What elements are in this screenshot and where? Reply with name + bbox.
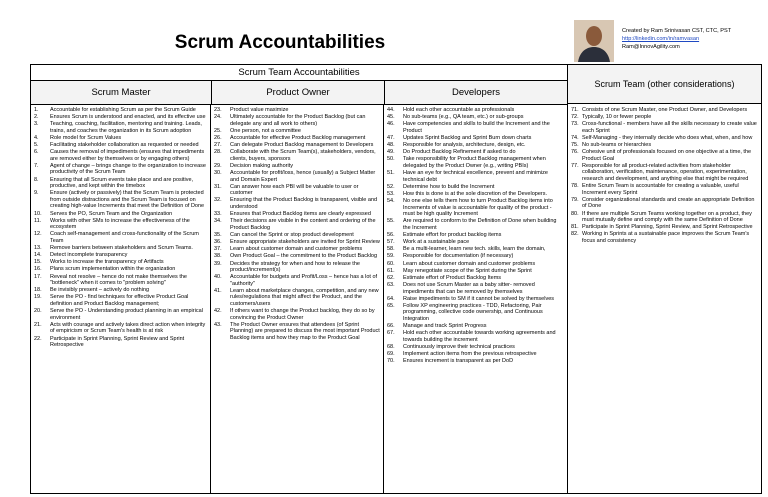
item-number: 34. (214, 218, 222, 225)
list-item (34, 231, 207, 244)
item-text: Consider organizational standards and create an appropriate Definition of Done (582, 196, 755, 210)
list-item (571, 121, 758, 134)
item-text: Cross-functional - members have all the skills necessary to create value each Sprint (582, 121, 757, 134)
list-item (34, 177, 207, 190)
item-number: 81. (571, 224, 579, 231)
product-owner-list (214, 107, 380, 341)
list-item (214, 232, 380, 239)
list-item (387, 198, 564, 218)
item-number: 9. (34, 190, 39, 197)
list-item (34, 121, 207, 134)
item-text: Can answer how each PBI will be valuable to user or customer (230, 183, 359, 197)
list-item (214, 128, 380, 135)
list-item (214, 184, 380, 197)
item-text: Entire Scrum Team is accountable for creating a valuable, useful Increment every Sprint (582, 183, 739, 196)
list-item (571, 107, 758, 114)
item-number: 79. (571, 196, 579, 203)
list-item (387, 239, 564, 246)
item-number: 50. (387, 156, 395, 163)
item-number: 47. (387, 134, 395, 141)
item-text: Decision making authority (230, 162, 293, 169)
item-text: Product value maximize (230, 107, 289, 113)
item-number: 72. (571, 114, 579, 121)
list-item (387, 114, 564, 121)
list-item (34, 294, 207, 307)
item-number: 41. (214, 287, 222, 294)
list-item (34, 218, 207, 231)
list-item (571, 183, 758, 196)
list-item (34, 114, 207, 121)
item-text: No sub-teams or hierarchies (582, 142, 652, 149)
list-item (387, 323, 564, 330)
item-number: 46. (387, 121, 395, 128)
list-item (571, 197, 758, 210)
scrum-master-header: Scrum Master (30, 80, 212, 105)
item-number: 78. (571, 183, 579, 190)
item-text: Self-Managing - they internally decide who does what, when, and how (582, 134, 753, 141)
list-item (34, 142, 207, 149)
accountabilities-table (30, 64, 762, 494)
item-number: 65. (387, 302, 395, 309)
item-text: Accountable for establishing Scrum as per the Scrum Guide (50, 107, 196, 113)
item-number: 1. (34, 107, 39, 113)
item-number: 64. (387, 295, 395, 302)
item-number: 63. (387, 281, 395, 288)
item-text: Own Product Goal – the commitment to the Product Backlog (230, 253, 378, 260)
group-header: Scrum Team Accountabilities (30, 64, 568, 81)
item-number: 24. (214, 114, 222, 121)
item-text: Cohesive unit of professionals focused on one objective at a time, the Product Goal (582, 149, 752, 162)
item-text: Ensuring that the Product Backlog is transparent, visible and understood (230, 197, 378, 210)
item-number: 71. (571, 107, 579, 113)
item-number: 2. (34, 114, 39, 121)
item-text: Do Product Backlog Refinement if asked to do (403, 149, 516, 156)
list-item (387, 330, 564, 343)
list-item (387, 107, 564, 114)
item-number: 26. (214, 134, 222, 141)
item-text: Hold each other accountable towards working agreements and towards building the increment (403, 330, 556, 343)
product-owner-header: Product Owner (211, 80, 385, 105)
item-text: Estimate effort of Product Backlog Items (403, 274, 502, 281)
item-text: Responsible for documentation (if necessary) (403, 253, 514, 260)
list-item (571, 224, 758, 231)
item-number: 3. (34, 121, 39, 128)
list-item (214, 274, 380, 287)
list-item (214, 253, 380, 260)
item-number: 17. (34, 273, 42, 280)
list-item (387, 135, 564, 142)
item-number: 28. (214, 149, 222, 156)
list-item (387, 246, 564, 253)
scrum-master-list (34, 107, 207, 349)
list-item (571, 142, 758, 149)
item-number: 12. (34, 231, 42, 238)
list-item (214, 211, 380, 218)
item-number: 4. (34, 134, 39, 141)
item-text: Accountable for profit/loss, hence (usually) a Subject Matter and Domain Expert (230, 170, 376, 183)
item-number: 19. (34, 294, 42, 301)
item-number: 10. (34, 210, 42, 217)
item-number: 73. (571, 121, 579, 128)
item-text: No one else tells them how to turn Product Backlog items into Increments of value is accountable for quality of the product - must be high quality Increment (403, 198, 553, 218)
item-text: Raise impediments to SM if it cannot be solved by themselves (403, 295, 555, 302)
list-item (34, 336, 207, 349)
page-title: Scrum Accountabilities (174, 32, 386, 53)
list-item (571, 114, 758, 121)
list-item (571, 163, 758, 183)
item-number: 53. (387, 190, 395, 197)
item-text: Serve the PO - find techniques for effective Product Goal definition and Product Backlog management; (50, 294, 189, 307)
item-text: Collaborate with the Scrum Team(s), stakeholders, vendors, clients, buyers, sponsors (230, 149, 376, 162)
list-item (214, 142, 380, 149)
item-text: Determine how to build the Increment (403, 183, 495, 190)
item-number: 51. (387, 170, 395, 177)
item-number: 82. (571, 231, 579, 238)
item-number: 66. (387, 323, 395, 330)
list-item (387, 351, 564, 358)
item-number: 7. (34, 162, 39, 169)
item-number: 61. (387, 267, 395, 274)
list-item (34, 266, 207, 273)
item-number: 22. (34, 335, 42, 342)
item-number: 37. (214, 246, 222, 253)
item-text: Learn about marketplace changes, competition, and any new rules/regulations that might affect the Product, and the customers/users (230, 287, 379, 307)
item-text: Ensuring that all Scrum events take place and are positive, productive, and kept within the timebox (50, 176, 194, 190)
list-item (214, 239, 380, 246)
item-text: Follow XP engineering practices - TDD, Refactoring, Pair programming, collective code ownership, and Continuous Integration (403, 302, 543, 322)
item-number: 58. (387, 246, 395, 253)
item-text: No sub-teams (e.g., QA team, etc.) or sub-groups (403, 114, 524, 121)
item-text: Estimate effort for product backlog items (403, 231, 502, 238)
item-text: Have an eye for technical excellence, prevent and minimize technical debt (403, 170, 548, 183)
item-text: Work at a sustainable pace (403, 239, 470, 246)
list-item (571, 211, 758, 224)
item-text: Ultimately accountable for the Product Backlog (but can delegate any and all work to others) (230, 114, 366, 127)
item-text: Agent of change – brings change to the organization to increase productivity of the Scrum Team (50, 162, 206, 176)
list-item (387, 303, 564, 323)
item-text: Continuously improve their technical practices (403, 343, 515, 350)
item-number: 75. (571, 142, 579, 149)
list-item (387, 121, 564, 134)
list-item (34, 149, 207, 162)
item-text: How this is done is at the sole discretion of the Developers. (403, 190, 547, 197)
list-item (214, 114, 380, 127)
list-item (34, 322, 207, 335)
item-text: The Product Owner ensures that attendees (of Sprint Planning) are prepared to discuss the most important Product Backlog items and how they map to the Product Goal (230, 321, 380, 341)
author-credits (622, 27, 731, 51)
item-number: 25. (214, 127, 222, 134)
list-item (34, 274, 207, 287)
item-number: 60. (387, 260, 395, 267)
list-item (571, 149, 758, 162)
list-item (387, 218, 564, 231)
item-number: 74. (571, 134, 579, 141)
item-text: Responsible for all product-related activities from stakeholder collaboration, verification, maintenance, operation, experimentation, research and development, and anything else that might be required (582, 162, 749, 183)
item-number: 30. (214, 170, 222, 177)
list-item (34, 245, 207, 252)
item-text: Decides the strategy for when and how to release the product/increment(s) (230, 260, 360, 274)
credits-name: Created by Ram Srinivasan CST, CTC, PST (622, 28, 732, 34)
list-item (34, 259, 207, 266)
item-number: 56. (387, 231, 395, 238)
list-item (34, 190, 207, 210)
item-text: If others want to change the Product backlog, they do so by convincing the Product Owner (230, 308, 375, 321)
item-number: 70. (387, 358, 395, 365)
item-text: Typically, 10 or fewer people (582, 114, 652, 121)
item-number: 42. (214, 308, 222, 315)
item-text: Serves the PO, Scrum Team and the Organization (50, 210, 173, 217)
item-text: Accountable for effective Product Backlog management (230, 134, 366, 141)
item-text: If there are multiple Scrum Teams working together on a product, they must mutually define and comply with the same Definition of Done (582, 210, 752, 224)
item-number: 76. (571, 149, 579, 156)
item-text: Ensure appropriate stakeholders are invited for Sprint Review (230, 239, 380, 246)
item-text: Updates Sprint Backlog and Sprint Burn down charts (403, 134, 532, 141)
list-item (34, 135, 207, 142)
item-text: Works to increase the transparency of Artifacts (50, 259, 164, 266)
item-number: 67. (387, 330, 395, 337)
item-text: Learn about customer domain and customer problems (403, 260, 536, 267)
item-number: 20. (34, 308, 42, 315)
item-number: 40. (214, 274, 222, 281)
item-number: 77. (571, 162, 579, 169)
item-text: Role model for Scrum Values (50, 134, 122, 141)
item-number: 59. (387, 253, 395, 260)
item-number: 45. (387, 114, 395, 121)
item-text: Are required to conform to the Definition of Done when building the Increment (403, 218, 557, 231)
item-text: Manage and track Sprint Progress (403, 323, 487, 330)
item-number: 14. (34, 252, 42, 259)
list-item (34, 308, 207, 321)
item-text: Participate in Sprint Planning, Sprint Review and Sprint Retrospective (50, 335, 185, 349)
list-item (34, 163, 207, 176)
item-number: 11. (34, 217, 42, 224)
list-item (387, 184, 564, 191)
list-item (214, 135, 380, 142)
item-number: 35. (214, 231, 222, 238)
item-text: Acts with courage and actively takes direct action when integrity of empiricism or Scrum Team's health is at risk (50, 321, 206, 335)
item-text: Reveal not resolve – hence do not make themselves the "bottleneck" when it comes to "problem solving" (50, 273, 187, 287)
list-item (214, 149, 380, 162)
item-number: 18. (34, 287, 42, 294)
item-number: 62. (387, 274, 395, 281)
item-text: Ensure (actively or passively) that the Scrum Team is protected from outside distractions and the Scrum Team is focused on creating high-value Increments that meet the Definition of Done (50, 190, 205, 210)
list-item (387, 261, 564, 268)
scrum-team-list (571, 107, 758, 244)
item-number: 36. (214, 239, 222, 246)
list-item (387, 282, 564, 295)
item-number: 15. (34, 259, 42, 266)
list-item (387, 275, 564, 282)
item-text: Participate in Sprint Planning, Sprint Review, and Sprint Retrospective (582, 224, 753, 231)
scrum-team-column (568, 104, 762, 494)
item-number: 54. (387, 198, 395, 205)
item-number: 6. (34, 149, 39, 156)
developers-list (387, 107, 564, 365)
list-item (387, 191, 564, 198)
list-item (214, 288, 380, 308)
item-text: Ensures Scrum is understood and enacted, and its effective use (50, 114, 206, 121)
scrum-master-column (30, 104, 211, 494)
item-number: 39. (214, 260, 222, 267)
author-photo-graphic (574, 20, 614, 62)
developers-column (384, 104, 568, 494)
item-number: 55. (387, 218, 395, 225)
item-text: Ensures increment is transparent as per DoD (403, 358, 514, 365)
item-number: 8. (34, 176, 39, 183)
item-number: 21. (34, 321, 42, 328)
item-text: Causes the removal of impediments (ensures that impediments are removed either by themselves or by engaging others) (50, 149, 205, 162)
item-text: Learn about customer domain and customer problems (230, 246, 363, 253)
list-item (387, 344, 564, 351)
item-number: 32. (214, 197, 222, 204)
item-text: Be invisibly present – actively do nothing (50, 287, 150, 294)
item-number: 69. (387, 350, 395, 357)
item-text: Can delegate Product Backlog management to Developers (230, 142, 374, 149)
list-item (214, 308, 380, 321)
item-number: 23. (214, 107, 222, 113)
item-number: 31. (214, 183, 222, 190)
item-text: Have competencies and skills to build the Increment and the Product (403, 121, 550, 134)
list-item (387, 156, 564, 169)
item-text: Implement action items from the previous retrospective (403, 350, 537, 357)
item-number: 49. (387, 149, 395, 156)
list-item (387, 296, 564, 303)
list-item (214, 218, 380, 231)
item-text: Facilitating stakeholder collaboration as requested or needed (50, 142, 199, 149)
list-item (214, 197, 380, 210)
list-item (34, 287, 207, 294)
item-text: Accountable for budgets and Profit/Loss – hence has a lot of "authority" (230, 274, 378, 287)
item-number: 13. (34, 245, 42, 252)
item-text: Their decisions are visible in the content and ordering of the Product Backlog (230, 218, 376, 231)
item-text: Works with other SMs to increase the effectiveness of the ecosystem (50, 217, 190, 231)
item-number: 29. (214, 162, 222, 169)
list-item (387, 358, 564, 365)
item-text: Consists of one Scrum Master, one Product Owner, and Developers (582, 107, 748, 113)
item-text: May renegotiate scope of the Sprint during the Sprint (403, 267, 532, 274)
list-item (34, 252, 207, 259)
item-text: Remove barriers between stakeholders and Scrum Teams. (50, 245, 193, 252)
item-text: Hold each other accountable as professionals (403, 107, 515, 113)
item-text: Working in Sprints at a sustainable pace improves the Scrum Team's focus and consistency (582, 231, 750, 244)
credits-email[interactable]: Ram@InnovAgility.com (622, 44, 680, 50)
list-item (571, 231, 758, 244)
list-item (571, 135, 758, 142)
item-text: Plans scrum implementation within the organization (50, 266, 176, 273)
item-number: 48. (387, 142, 395, 149)
item-text: One person, not a committee (230, 127, 301, 134)
list-item (214, 322, 380, 342)
author-photo (574, 20, 614, 62)
item-text: Teaching, coaching, facilitation, mentoring and training. Leads, trains, and coaches the organization in its Scrum adoption (50, 121, 202, 134)
item-number: 80. (571, 210, 579, 217)
list-item (387, 232, 564, 239)
item-text: Does not use Scrum Master as a baby sitter- removed impediments that can be removed by themselves (403, 281, 535, 295)
item-number: 57. (387, 239, 395, 246)
list-item (387, 142, 564, 149)
linkedin-link[interactable]: http://linkedin.com/in/ramvasan (622, 36, 700, 42)
list-item (214, 170, 380, 183)
item-number: 38. (214, 253, 222, 260)
item-text: Can cancel the Sprint or stop product development (230, 231, 354, 238)
item-number: 44. (387, 107, 395, 113)
item-text: Serve the PO - Understanding product planning in an empirical environment (50, 308, 203, 321)
list-item (387, 253, 564, 260)
list-item (214, 163, 380, 170)
list-item (214, 107, 380, 114)
item-number: 68. (387, 343, 395, 350)
list-item (214, 246, 380, 253)
list-item (214, 261, 380, 274)
item-text: Ensures that Product Backlog items are clearly expressed (230, 211, 371, 218)
item-number: 33. (214, 211, 222, 218)
item-number: 52. (387, 183, 395, 190)
product-owner-column (211, 104, 384, 494)
item-number: 27. (214, 142, 222, 149)
item-text: Detect incomplete transparency (50, 252, 128, 259)
list-item (34, 107, 207, 114)
list-item (387, 149, 564, 156)
item-number: 43. (214, 321, 222, 328)
other-considerations-header: Scrum Team (other considerations) (567, 64, 762, 104)
item-number: 16. (34, 266, 42, 273)
item-text: Be a multi-learner, learn new tech. skills, learn the domain, (403, 246, 546, 253)
item-text: Responsible for analysis, architecture, design, etc. (403, 142, 526, 149)
item-text: Coach self-management and cross-functionality of the Scrum Team (50, 231, 199, 244)
list-item (34, 211, 207, 218)
list-item (387, 170, 564, 183)
list-item (387, 268, 564, 275)
developers-header: Developers (384, 80, 568, 105)
item-text: Take responsibility for Product Backlog management when delegated by the Product Owner (e.g., writing PBIs) (403, 156, 546, 169)
item-number: 5. (34, 142, 39, 149)
